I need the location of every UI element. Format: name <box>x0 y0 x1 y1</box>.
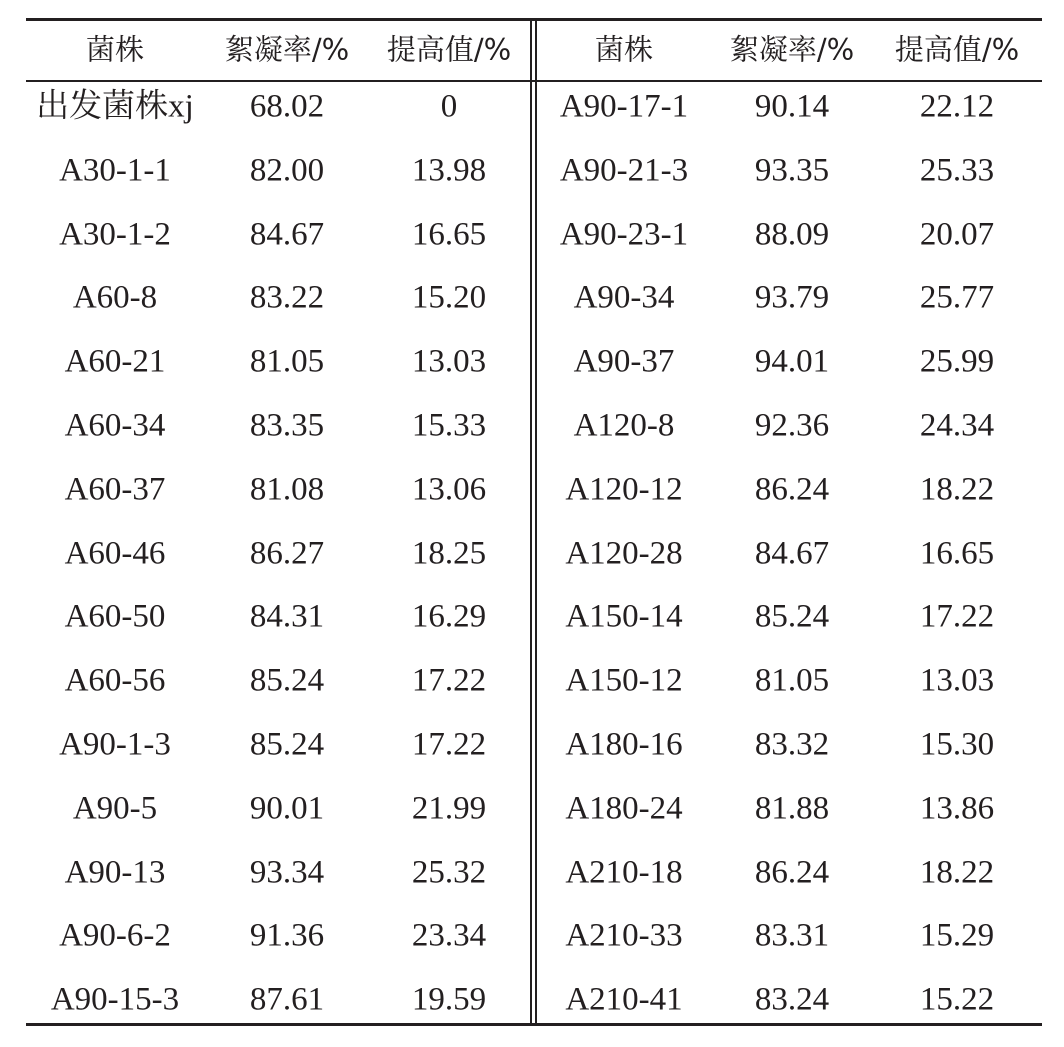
header-strain: 菌株 <box>594 32 654 67</box>
cell-increase-value: 23.34 <box>411 917 487 954</box>
cell-strain: A60-50 <box>64 598 166 635</box>
cell-strain: A90-13 <box>64 854 166 891</box>
cell-flocculation-rate: 85.24 <box>754 598 830 635</box>
cell-flocculation-rate: 81.08 <box>249 471 325 508</box>
cell-strain: A210-41 <box>565 981 683 1018</box>
cell-increase-value: 25.32 <box>411 854 487 891</box>
cell-increase-value: 17.22 <box>919 598 995 635</box>
table-bottom-rule <box>26 1023 1042 1026</box>
cell-increase-value: 17.22 <box>411 726 487 763</box>
cell-flocculation-rate: 81.88 <box>754 790 830 827</box>
cell-increase-value: 13.98 <box>411 152 487 189</box>
cell-increase-value: 25.33 <box>919 152 995 189</box>
cell-increase-value: 25.77 <box>919 279 995 316</box>
cell-strain: A90-21-3 <box>559 152 689 189</box>
header-increase-value: 提高值/% <box>386 32 512 67</box>
cell-flocculation-rate: 83.24 <box>754 981 830 1018</box>
cell-increase-value: 15.22 <box>919 981 995 1018</box>
cell-flocculation-rate: 68.02 <box>249 88 325 125</box>
cell-increase-value: 18.22 <box>919 471 995 508</box>
cell-increase-value: 13.06 <box>411 471 487 508</box>
cell-strain: A60-34 <box>64 407 166 444</box>
cell-strain: A60-21 <box>64 343 166 380</box>
cell-flocculation-rate: 83.31 <box>754 917 830 954</box>
cell-increase-value: 21.99 <box>411 790 487 827</box>
cell-flocculation-rate: 90.01 <box>249 790 325 827</box>
cell-strain: A30-1-1 <box>59 152 171 189</box>
cell-flocculation-rate: 84.31 <box>249 598 325 635</box>
cell-increase-value: 0 <box>440 88 458 125</box>
cell-increase-value: 19.59 <box>411 981 487 1018</box>
cell-strain: A30-1-2 <box>59 216 171 253</box>
cell-increase-value: 15.20 <box>411 279 487 316</box>
cell-increase-value: 25.99 <box>919 343 995 380</box>
cell-flocculation-rate: 93.34 <box>249 854 325 891</box>
cell-flocculation-rate: 81.05 <box>754 662 830 699</box>
cell-strain: A90-23-1 <box>559 216 689 253</box>
cell-increase-value: 20.07 <box>919 216 995 253</box>
cell-strain: A60-37 <box>64 471 166 508</box>
cell-flocculation-rate: 90.14 <box>754 88 830 125</box>
cell-increase-value: 24.34 <box>919 407 995 444</box>
cell-flocculation-rate: 88.09 <box>754 216 830 253</box>
cell-increase-value: 15.33 <box>411 407 487 444</box>
cell-increase-value: 13.86 <box>919 790 995 827</box>
cell-increase-value: 18.25 <box>411 535 487 572</box>
cell-strain: A60-8 <box>72 279 158 316</box>
cell-flocculation-rate: 87.61 <box>249 981 325 1018</box>
cell-flocculation-rate: 83.35 <box>249 407 325 444</box>
cell-flocculation-rate: 93.35 <box>754 152 830 189</box>
cell-strain: A150-14 <box>565 598 683 635</box>
header-flocculation-rate: 絮凝率/% <box>224 32 350 67</box>
cell-strain: A60-56 <box>64 662 166 699</box>
cell-increase-value: 16.29 <box>411 598 487 635</box>
cell-flocculation-rate: 81.05 <box>249 343 325 380</box>
table-divider-line <box>530 21 532 1023</box>
cell-increase-value: 17.22 <box>411 662 487 699</box>
cell-strain: A120-12 <box>565 471 683 508</box>
cell-strain: A90-5 <box>72 790 158 827</box>
cell-strain: A90-6-2 <box>59 917 171 954</box>
table-divider-line <box>535 21 537 1023</box>
cell-flocculation-rate: 92.36 <box>754 407 830 444</box>
cell-strain: A180-16 <box>565 726 683 763</box>
cell-strain: A60-46 <box>64 535 166 572</box>
header-increase-value: 提高值/% <box>894 32 1020 67</box>
header-flocculation-rate: 絮凝率/% <box>729 32 855 67</box>
cell-increase-value: 16.65 <box>919 535 995 572</box>
table-header-rule <box>26 80 1042 82</box>
cell-flocculation-rate: 91.36 <box>249 917 325 954</box>
cell-flocculation-rate: 86.24 <box>754 854 830 891</box>
cell-strain: A90-15-3 <box>50 981 180 1018</box>
cell-flocculation-rate: 83.32 <box>754 726 830 763</box>
cell-increase-value: 15.29 <box>919 917 995 954</box>
cell-strain: 出发菌株xj <box>36 88 194 125</box>
cell-increase-value: 22.12 <box>919 88 995 125</box>
cell-strain: A150-12 <box>565 662 683 699</box>
cell-flocculation-rate: 86.27 <box>249 535 325 572</box>
cell-strain: A210-33 <box>565 917 683 954</box>
table-top-rule <box>26 18 1042 21</box>
cell-flocculation-rate: 86.24 <box>754 471 830 508</box>
cell-flocculation-rate: 84.67 <box>754 535 830 572</box>
cell-strain: A120-28 <box>565 535 683 572</box>
cell-flocculation-rate: 84.67 <box>249 216 325 253</box>
cell-strain: A90-17-1 <box>559 88 689 125</box>
cell-flocculation-rate: 85.24 <box>249 726 325 763</box>
cell-increase-value: 13.03 <box>411 343 487 380</box>
cell-strain: A90-34 <box>573 279 675 316</box>
cell-strain: A90-1-3 <box>59 726 171 763</box>
cell-increase-value: 18.22 <box>919 854 995 891</box>
cell-flocculation-rate: 82.00 <box>249 152 325 189</box>
header-strain: 菌株 <box>85 32 145 67</box>
cell-flocculation-rate: 83.22 <box>249 279 325 316</box>
cell-strain: A120-8 <box>573 407 675 444</box>
cell-increase-value: 13.03 <box>919 662 995 699</box>
cell-increase-value: 16.65 <box>411 216 487 253</box>
cell-flocculation-rate: 94.01 <box>754 343 830 380</box>
cell-strain: A90-37 <box>573 343 675 380</box>
cell-strain: A180-24 <box>565 790 683 827</box>
cell-flocculation-rate: 93.79 <box>754 279 830 316</box>
cell-flocculation-rate: 85.24 <box>249 662 325 699</box>
cell-increase-value: 15.30 <box>919 726 995 763</box>
cell-strain: A210-18 <box>565 854 683 891</box>
